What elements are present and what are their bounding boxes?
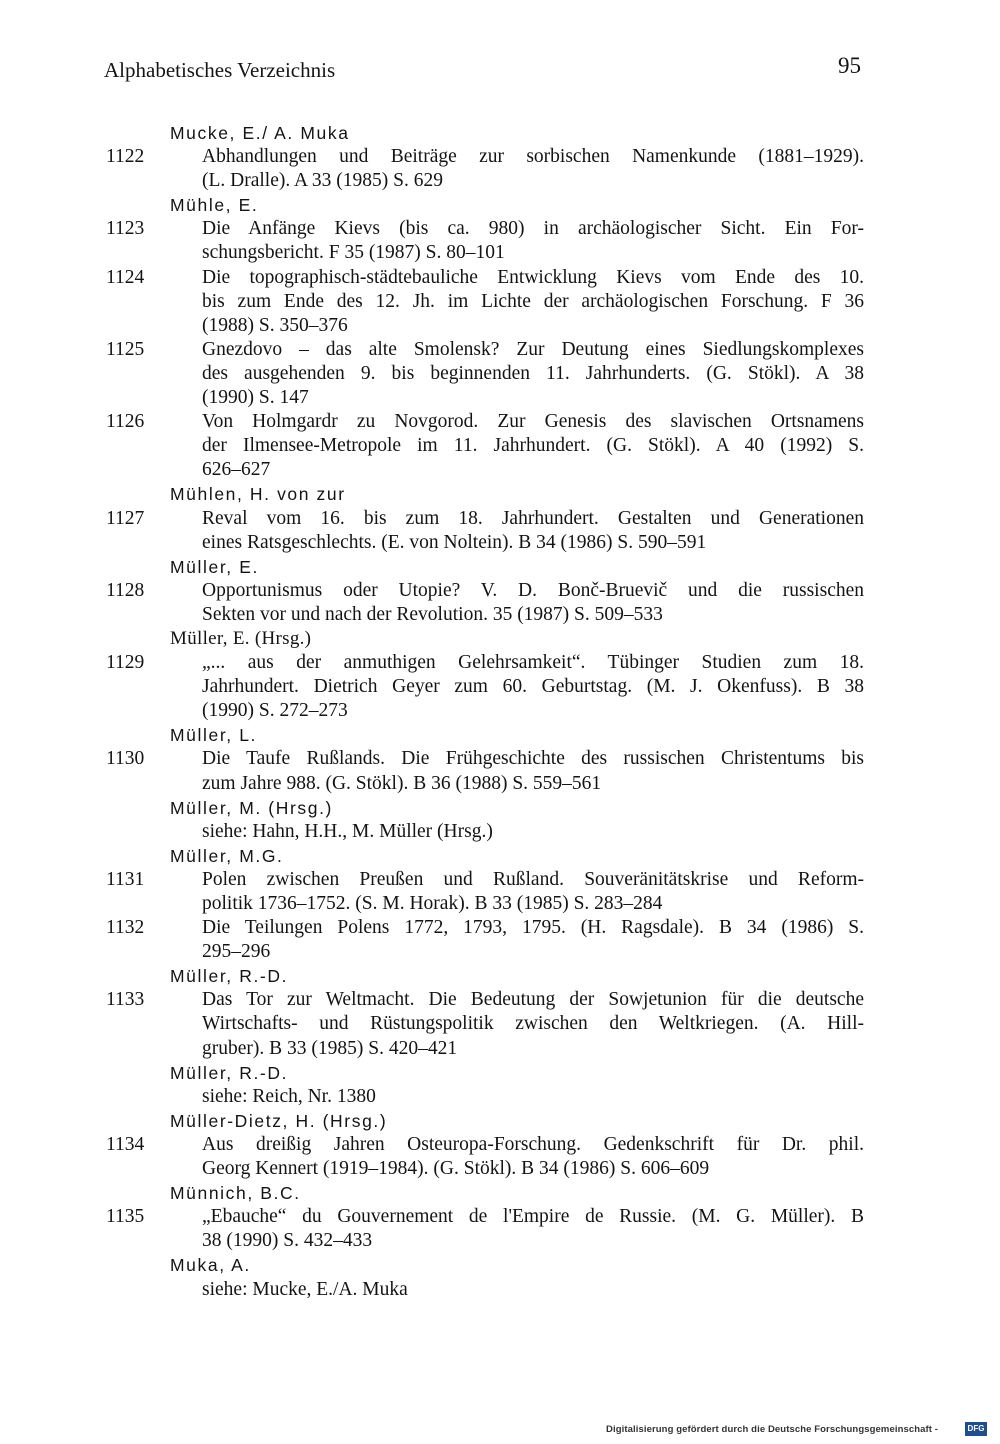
entry-text: siehe: Hahn, H.H., M. Müller (Hrsg.) [202, 820, 493, 842]
entry-text: „Ebauche“ du Gouvernement de l'Empire de Russie. (M. G. Müller). B [202, 1206, 864, 1228]
entry-line [0, 410, 1000, 434]
entry-text: Die Taufe Rußlands. Die Frühgeschichte des russischen Christentums bis [202, 748, 864, 770]
entry-text: bis zum Ende des 12. Jh. im Lichte der archäologischen Forschung. F 36 [202, 290, 864, 312]
entry-line [0, 1133, 1000, 1157]
entry-continuation-line [0, 386, 1000, 410]
entry-text: Jahrhundert. Dietrich Geyer zum 60. Geburtstag. (M. J. Okenfuss). B 38 [202, 676, 864, 698]
author-heading [0, 482, 1000, 506]
author-name: Mucke, E./ A. Muka [170, 123, 350, 143]
entry-number: 1131 [106, 868, 145, 890]
entry-number: 1122 [106, 146, 145, 168]
entry-continuation-line [0, 1157, 1000, 1181]
entry-text: 38 (1990) S. 432–433 [202, 1230, 373, 1252]
page-number: 95 [838, 53, 861, 78]
entry-text: (1990) S. 272–273 [202, 700, 348, 722]
entry-text: Sekten vor und nach der Revolution. 35 (1987) S. 509–533 [202, 603, 663, 625]
author-name: Müller, E. (Hrsg.) [170, 627, 312, 649]
entry-text: Die Anfänge Kievs (bis ca. 980) in archäologischer Sicht. Ein For- [202, 218, 864, 240]
entry-number: 1126 [106, 411, 145, 433]
author-name: Müller, L. [170, 725, 257, 746]
author-heading [0, 1181, 1000, 1205]
entry-line [0, 338, 1000, 362]
entry-text: „... aus der anmuthigen Gelehrsamkeit“. Tübinger Studien zum 18. [202, 652, 864, 674]
entry-continuation-line [0, 603, 1000, 627]
entry-line [0, 266, 1000, 290]
author-name: Müller, M. (Hrsg.) [170, 797, 333, 818]
entry-continuation-line [0, 241, 1000, 265]
author-name: Müller, R.-D. [170, 966, 289, 987]
author-name: Müller, R.-D. [170, 1062, 289, 1083]
entry-text: der Ilmensee-Metropole im 11. Jahrhundert. (G. Stökl). A 40 (1992) S. [202, 435, 864, 457]
entry-number: 1132 [106, 917, 145, 939]
author-heading [0, 627, 1000, 651]
running-header-title: Alphabetisches Verzeichnis [104, 58, 336, 82]
author-heading [0, 193, 1000, 217]
entry-text: Reval vom 16. bis zum 18. Jahrhundert. Gestalten und Generationen [202, 507, 864, 529]
entry-continuation-line [0, 1229, 1000, 1253]
entry-line [0, 747, 1000, 771]
entry-text: Das Tor zur Weltmacht. Die Bedeutung der Sowjetunion für die deutsche [202, 989, 864, 1011]
entry-continuation-line [0, 940, 1000, 964]
author-heading [0, 1061, 1000, 1085]
entry-number: 1128 [106, 579, 145, 601]
entry-text: (1990) S. 147 [202, 387, 309, 409]
entry-text: des ausgehenden 9. bis beginnenden 11. Jahrhunderts. (G. Stökl). A 38 [202, 362, 864, 384]
entry-text: Polen zwischen Preußen und Rußland. Souveränitätskrise und Reform- [202, 868, 864, 890]
entry-text: Abhandlungen und Beiträge zur sorbischen Namenkunde (1881–1929). [202, 146, 864, 168]
entry-number: 1134 [106, 1133, 145, 1155]
entry-number: 1124 [106, 266, 145, 288]
entry-line [0, 217, 1000, 241]
entry-line [0, 868, 1000, 892]
author-heading [0, 723, 1000, 747]
entry-continuation-line [0, 458, 1000, 482]
entry-line [0, 507, 1000, 531]
entry-number: 1127 [106, 507, 145, 529]
author-name: Müller, M.G. [170, 845, 284, 866]
entry-text: Von Holmgardr zu Novgorod. Zur Genesis des slavischen Ortsnamens [202, 411, 864, 433]
entry-text: (L. Dralle). A 33 (1985) S. 629 [202, 170, 444, 192]
entry-number: 1123 [106, 218, 145, 240]
entry-text: siehe: Mucke, E./A. Muka [202, 1278, 408, 1300]
entry-text: Georg Kennert (1919–1984). (G. Stökl). B 34 (1986) S. 606–609 [202, 1158, 710, 1180]
entry-line [0, 579, 1000, 603]
entry-continuation-line [0, 1037, 1000, 1061]
author-name: Müller-Dietz, H. (Hrsg.) [170, 1110, 388, 1131]
author-heading [0, 121, 1000, 145]
entry-text: Gnezdovo – das alte Smolensk? Zur Deutung eines Siedlungskomplexes [202, 338, 864, 360]
funding-note: Digitalisierung gefördert durch die Deutsche Forschungsgemeinschaft - [606, 1424, 939, 1435]
entry-line [0, 1205, 1000, 1229]
entry-number: 1133 [106, 989, 145, 1011]
author-name: Müller, E. [170, 556, 259, 577]
entry-line [0, 988, 1000, 1012]
entry-continuation-line [0, 531, 1000, 555]
author-name: Muka, A. [170, 1255, 251, 1276]
entry-continuation-line [0, 820, 1000, 844]
entry-text: zum Jahre 988. (G. Stökl). B 36 (1988) S. 559–561 [202, 772, 602, 794]
dfg-logo: DFG [965, 1422, 987, 1436]
author-name: Mühlen, H. von zur [170, 484, 346, 505]
entry-continuation-line [0, 1085, 1000, 1109]
entry-text: 295–296 [202, 941, 271, 963]
entry-text: Die topographisch-städtebauliche Entwicklung Kievs vom Ende des 10. [202, 266, 864, 288]
entry-continuation-line [0, 362, 1000, 386]
entry-number: 1125 [106, 338, 145, 360]
entry-line [0, 145, 1000, 169]
author-heading [0, 964, 1000, 988]
entry-continuation-line [0, 1278, 1000, 1302]
entry-continuation-line [0, 290, 1000, 314]
entry-text: siehe: Reich, Nr. 1380 [202, 1085, 376, 1107]
author-heading [0, 1109, 1000, 1133]
entry-continuation-line [0, 892, 1000, 916]
entry-number: 1129 [106, 652, 145, 674]
author-heading [0, 1253, 1000, 1277]
entry-text: Die Teilungen Polens 1772, 1793, 1795. (H. Ragsdale). B 34 (1986) S. [202, 917, 864, 939]
author-name: Münnich, B.C. [170, 1183, 301, 1204]
entry-text: 626–627 [202, 459, 271, 481]
entry-number: 1135 [106, 1206, 145, 1228]
entry-text: politik 1736–1752. (S. M. Horak). B 33 (1985) S. 283–284 [202, 893, 663, 914]
author-heading [0, 555, 1000, 579]
entry-continuation-line [0, 434, 1000, 458]
entry-text: eines Ratsgeschlechts. (E. von Noltein). B 34 (1986) S. 590–591 [202, 531, 707, 553]
entry-text: Wirtschafts- und Rüstungspolitik zwischen den Weltkriegen. (A. Hill- [202, 1013, 864, 1035]
entry-continuation-line [0, 699, 1000, 723]
entry-number: 1130 [106, 748, 145, 770]
entry-text: (1988) S. 350–376 [202, 314, 348, 336]
entry-continuation-line [0, 772, 1000, 796]
entry-text: schungsbericht. F 35 (1987) S. 80–101 [202, 242, 505, 264]
entry-continuation-line [0, 675, 1000, 699]
entry-text: Opportunismus oder Utopie? V. D. Bonč-Bruevič und die russischen [202, 579, 864, 601]
entry-line [0, 916, 1000, 940]
entry-continuation-line [0, 1012, 1000, 1036]
entry-text: Aus dreißig Jahren Osteuropa-Forschung. Gedenkschrift für Dr. phil. [202, 1133, 864, 1155]
entry-continuation-line [0, 169, 1000, 193]
entry-line [0, 651, 1000, 675]
author-heading [0, 844, 1000, 868]
author-name: Mühle, E. [170, 195, 259, 216]
bibliography-index [0, 121, 1000, 1302]
author-heading [0, 796, 1000, 820]
entry-text: gruber). B 33 (1985) S. 420–421 [202, 1037, 458, 1059]
entry-continuation-line [0, 314, 1000, 338]
